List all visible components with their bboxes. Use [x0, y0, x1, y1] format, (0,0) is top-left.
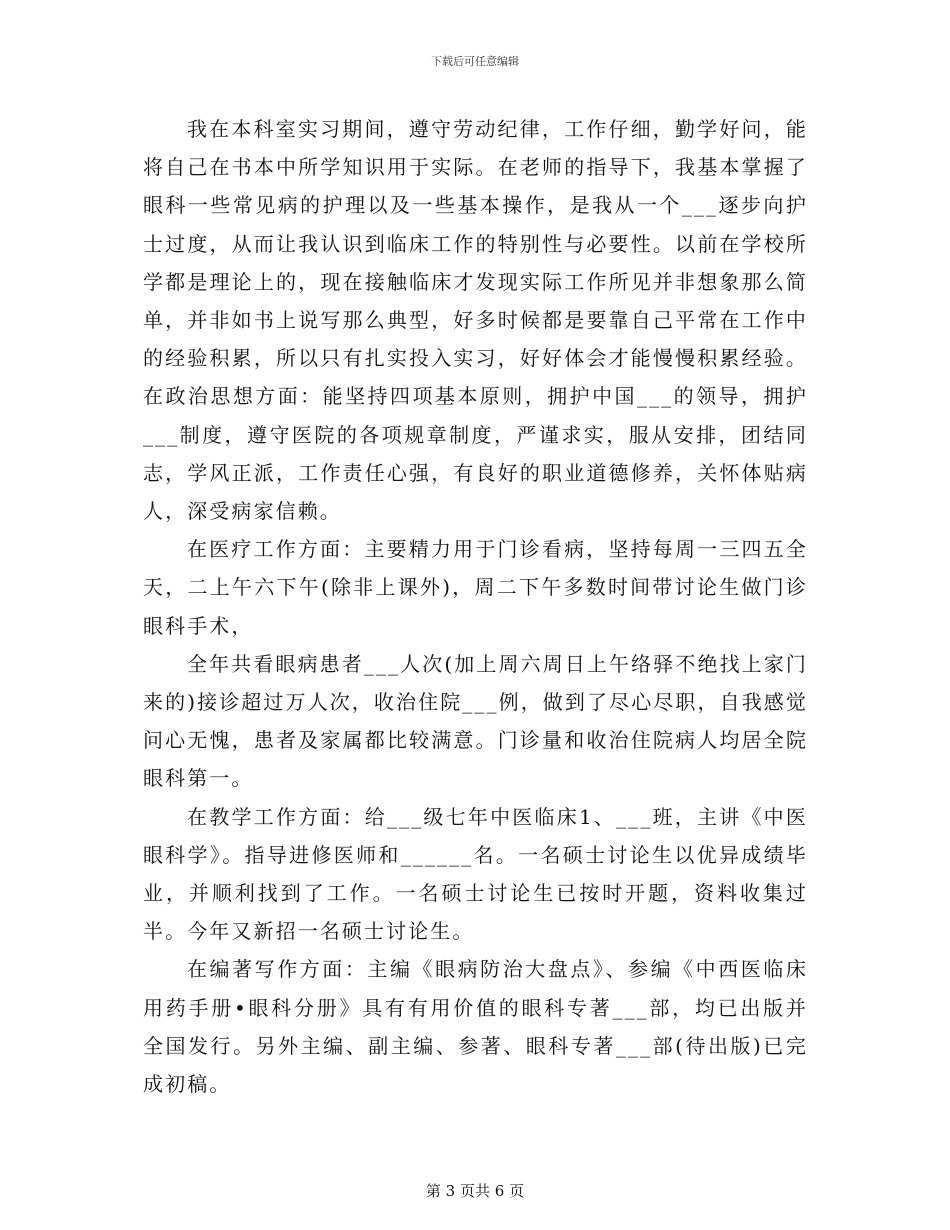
- paragraph-teaching-work: 在教学工作方面：给___级七年中医临床1、___班，主讲《中医眼科学》。指导进修医师和______名。一名硕士讨论生以优异成绩毕业，并顺利找到了工作。一名硕士讨论生已按时开题，资料收集过半。今年又新招一名硕士讨论生。: [143, 804, 808, 944]
- paragraph-patient-stats: 全年共看眼病患者___人次(加上周六周日上午络驿不绝找上家门来的)接诊超过万人次，收治住院___例，做到了尽心尽职，自我感觉问心无愧，患者及家属都比较满意。门诊量和收治住院病人均居全院眼科第一。: [143, 651, 809, 791]
- paragraph-writing-work: 在编著写作方面：主编《眼病防治大盘点》、参编《中西医临床用药手册•眼科分册》具有有用价值的眼科专著___部，均已出版并全国发行。另外主编、副主编、参著、眼科专著___部(待出版)已完成初稿。: [143, 957, 808, 1097]
- document-body: [143, 110, 808, 1103]
- paragraph-internship: 我在本科室实习期间，遵守劳动纪律，工作仔细，勤学好问，能将自己在书本中所学知识用于实际。在老师的指导下，我基本掌握了眼科一些常见病的护理以及一些基本操作，是我从一个___逐步向护士过度，从而让我认识到临床工作的特别性与必要性。以前在学校所学都是理论上的，现在接触临床才发现实际工作所见并非想象那么简单，并非如书上说写那么典型，好多时候都是要靠自己平常在工作中的经验积累，所以只有扎实投入实习，好好体会才能慢慢积累经验。在政治思想方面：能坚持四项基本原则，拥护中国___的领导，拥护___制度，遵守医院的各项规章制度，严谨求实，服从安排，团结同志，学风正派，工作责任心强，有良好的职业道德修养，关怀体贴病人，深受病家信赖。: [143, 117, 808, 524]
- page-header: 下载后可任意编辑: [431, 55, 519, 68]
- page-footer: 第 3 页共 6 页: [425, 1182, 525, 1200]
- paragraph-medical-work: 在医疗工作方面：主要精力用于门诊看病，坚持每周一三四五全天，二上午六下午(除非上课外)，周二下午多数时间带讨论生做门诊眼科手术，: [143, 537, 808, 638]
